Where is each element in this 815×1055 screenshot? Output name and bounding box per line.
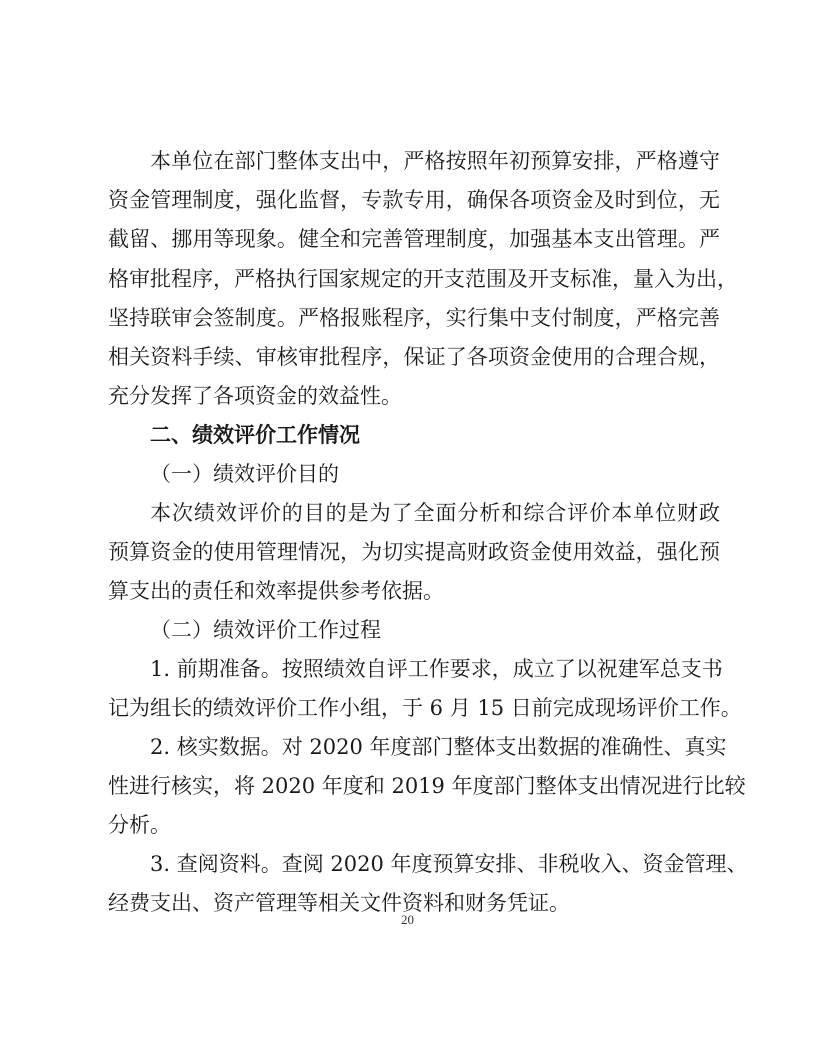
- paragraph-line: 相关资料手续、审核审批程序，保证了各项资金使用的合理合规，: [108, 345, 720, 369]
- paragraph-line: 经费支出、资产管理等相关文件资料和财务凭证。: [108, 891, 570, 915]
- paragraph-line: 本次绩效评价的目的是为了全面分析和综合评价本单位财政: [150, 501, 720, 525]
- paragraph-line: 充分发挥了各项资金的效益性。: [108, 384, 402, 408]
- paragraph-line: 坚持联审会签制度。严格报账程序，实行集中支付制度，严格完善: [108, 306, 720, 330]
- paragraph-line: 本单位在部门整体支出中，严格按照年初预算安排，严格遵守: [150, 149, 720, 173]
- subsection-heading: （二）绩效评价工作过程: [150, 618, 381, 642]
- paragraph-line: 算支出的责任和效率提供参考依据。: [108, 579, 444, 603]
- paragraph-line: 2. 核实数据。对 2020 年度部门整体支出数据的准确性、真实: [150, 735, 727, 759]
- paragraph-line: 预算资金的使用管理情况，为切实提高财政资金使用效益，强化预: [108, 540, 720, 564]
- page-number: 20: [401, 912, 414, 927]
- paragraph-line: 截留、挪用等现象。健全和完善管理制度，加强基本支出管理。严: [108, 227, 720, 251]
- section-heading: 二、绩效评价工作情况: [150, 423, 360, 447]
- paragraph-line: 格审批程序，严格执行国家规定的开支范围及开支标准，量入为出，: [108, 267, 738, 291]
- paragraph-line: 分析。: [108, 813, 171, 837]
- subsection-heading: （一）绩效评价目的: [150, 462, 339, 486]
- paragraph-line: 记为组长的绩效评价工作小组，于 6 月 15 日前完成现场评价工作。: [108, 696, 742, 720]
- paragraph-line: 资金管理制度，强化监督，专款专用，确保各项资金及时到位，无: [108, 188, 720, 212]
- paragraph-line: 3. 查阅资料。查阅 2020 年度预算安排、非税收入、资金管理、: [150, 852, 748, 876]
- paragraph-line: 1. 前期准备。按照绩效自评工作要求，成立了以祝建军总支书: [150, 657, 723, 681]
- paragraph-line: 性进行核实，将 2020 年度和 2019 年度部门整体支出情况进行比较: [108, 774, 746, 798]
